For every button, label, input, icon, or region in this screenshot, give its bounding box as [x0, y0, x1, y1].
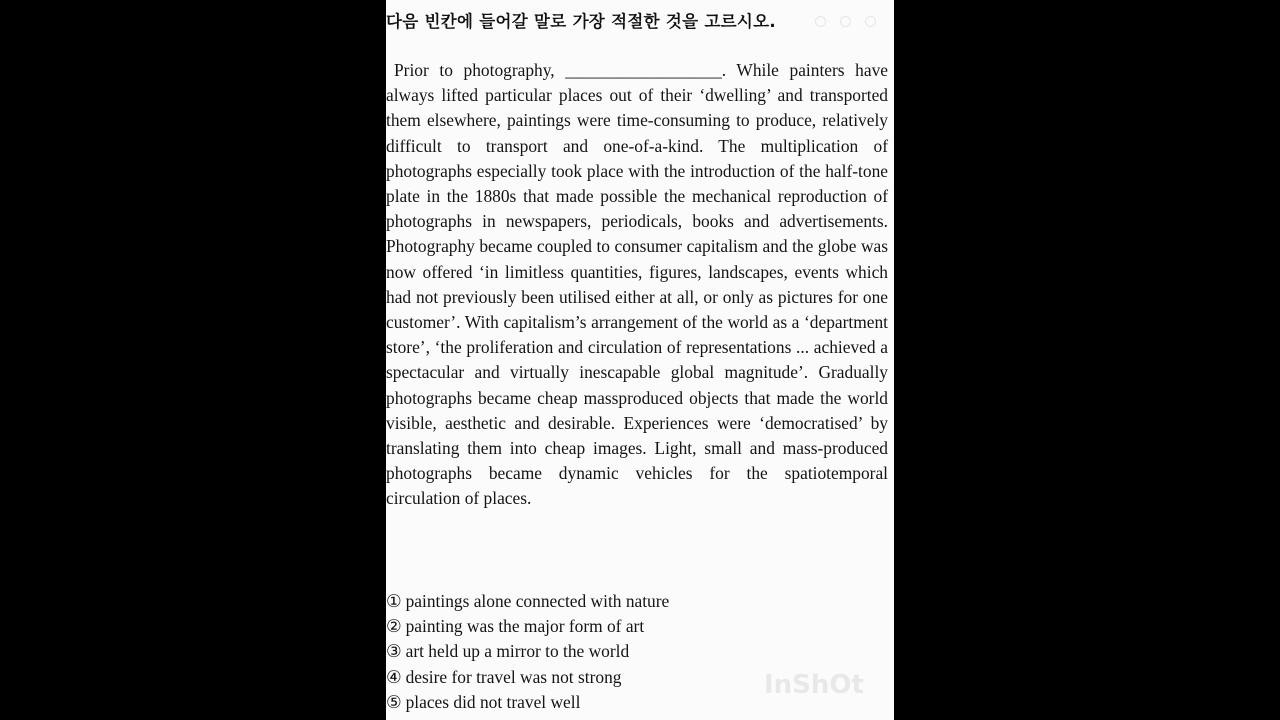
- choice-number: ②: [386, 616, 402, 637]
- choice-number: ④: [386, 666, 402, 687]
- choice-1[interactable]: [386, 589, 669, 614]
- choice-text: art held up a mirror to the world: [405, 641, 630, 662]
- choice-4[interactable]: [386, 665, 669, 690]
- inshot-watermark: InShOt: [764, 670, 864, 700]
- dot-icon: [840, 16, 851, 27]
- choice-number: ①: [386, 591, 402, 611]
- passage-body: Prior to photography, __________________. While painters have always lifted particular places out of their ‘dwelling’ and transported them elsewhere, paintings were time-consuming to produce, relatively difficult to transport and one-of-a-kind. The multiplication of photographs especially took place with the introduction of the half-tone plate in the 1880s that made possible the mechanical reproduction of photographs in newspapers, periodicals, books and advertisements. Photography became coupled to consumer capitalism and the globe was now offered ‘in limitless quantities, figures, landscapes, events which had not previously been utilised either at all, or only as pictures for one customer’. With capitalism’s arrangement of the world as a ‘department store’, ‘the proliferation and circulation of representations ... achieved a spectacular and virtually inescapable global magnitude’. Gradually photographs became cheap massproduced objects that made the world visible, aesthetic and desirable. Experiences were ‘democratised’ by translating them into cheap images. Light, small and mass-produced photographs became dynamic vehicles for the spatiotemporal circulation of places.: [386, 60, 888, 509]
- answer-choices: [386, 589, 669, 715]
- dot-icon: [865, 16, 876, 27]
- passage-text: [386, 58, 888, 512]
- choice-3[interactable]: [386, 639, 669, 664]
- dot-icon: [815, 16, 826, 27]
- choice-text: painting was the major form of art: [405, 616, 645, 637]
- choice-number: ⑤: [386, 691, 402, 712]
- document-page: [386, 0, 894, 720]
- choice-number: ③: [386, 641, 402, 662]
- choice-5[interactable]: [386, 690, 669, 715]
- choice-text: places did not travel well: [405, 691, 581, 712]
- status-dots: [815, 16, 876, 27]
- choice-text: paintings alone connected with nature: [405, 591, 670, 611]
- choice-text: desire for travel was not strong: [405, 666, 622, 687]
- choice-2[interactable]: [386, 614, 669, 639]
- question-instruction: 다음 빈칸에 들어갈 말로 가장 적절한 것을 고르시오.: [386, 12, 776, 31]
